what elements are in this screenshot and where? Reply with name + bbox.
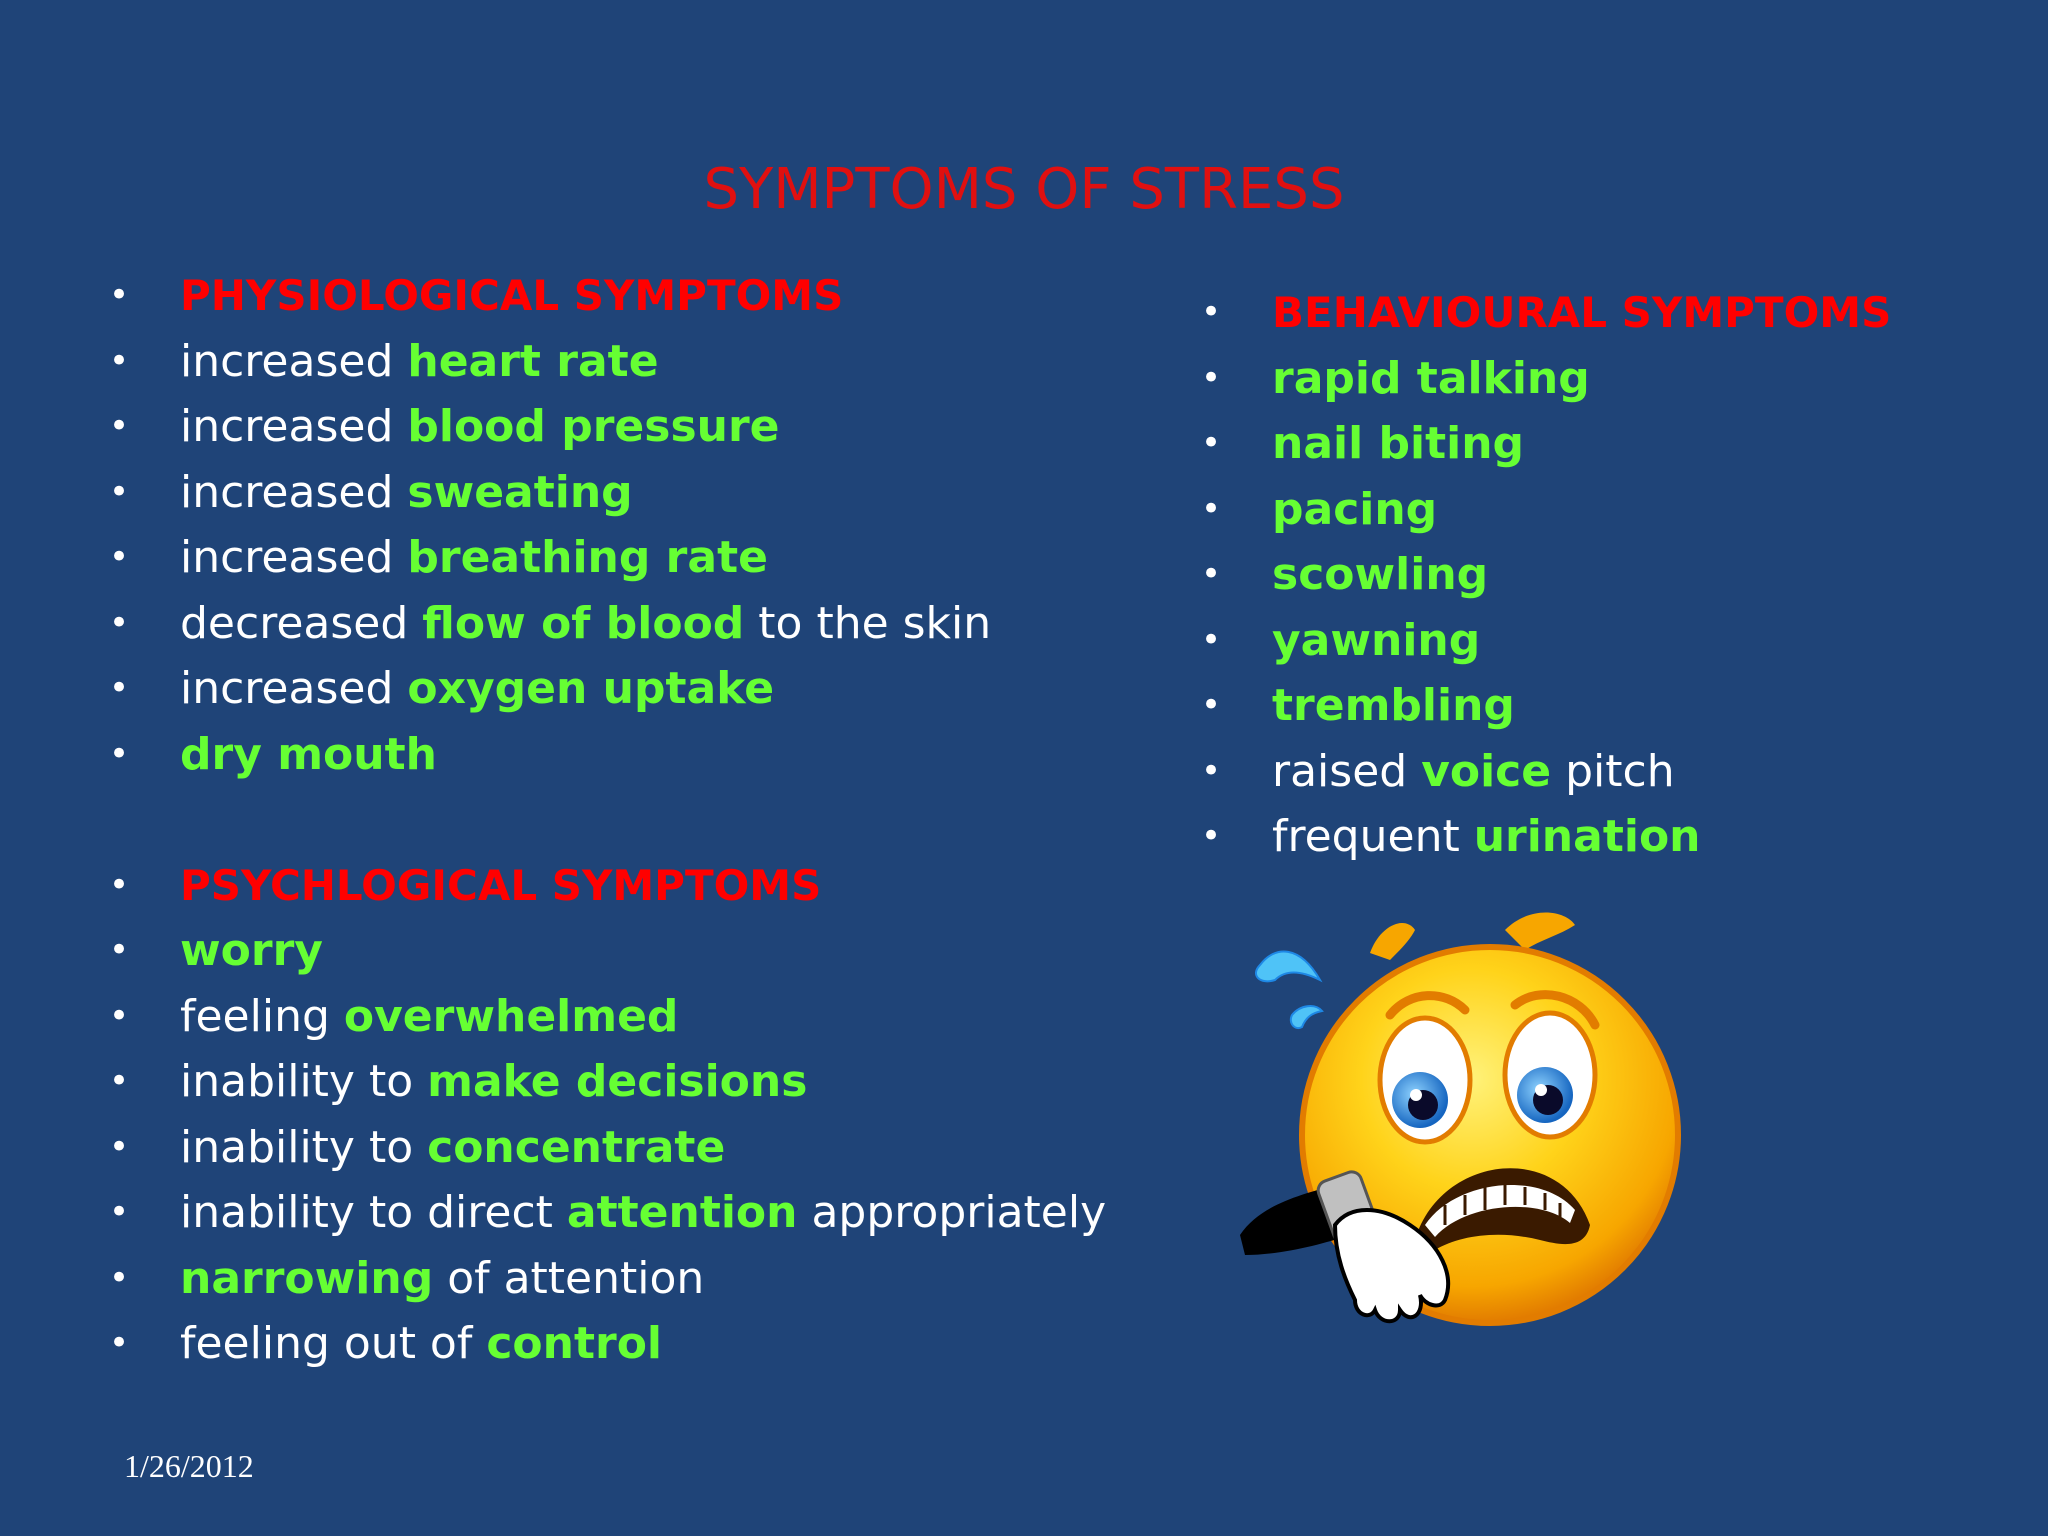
list-item-text [1272, 477, 1437, 543]
bullet-icon: • [1200, 750, 1222, 791]
list-item-text [180, 918, 323, 984]
list-item-text [180, 1311, 662, 1377]
item-keyword: pacing [1272, 483, 1438, 535]
bullet-icon: • [108, 930, 130, 970]
slide-title: SYMPTOMS OF STRESS [703, 157, 1345, 222]
item-keyword: breathing rate [407, 532, 768, 583]
bullet-icon: • [108, 1192, 130, 1232]
item-keyword: make decisions [427, 1056, 808, 1107]
item-keyword: yawning [1272, 614, 1481, 666]
list-item-text [180, 722, 437, 788]
section-heading-text: PSYCHLOGICAL SYMPTOMS [180, 860, 822, 910]
bullet-icon: • [108, 340, 130, 381]
item-suffix: appropriately [797, 1187, 1107, 1238]
bullet-icon: • [108, 668, 130, 708]
bullet-icon: • [108, 602, 130, 643]
item-keyword: voice [1421, 745, 1552, 797]
section-heading-text: BEHAVIOURAL SYMPTOMS [1272, 288, 1892, 337]
item-prefix: increased [180, 466, 408, 518]
bullet-icon: • [108, 995, 130, 1036]
item-prefix: increased [180, 532, 408, 583]
item-keyword: rapid talking [1272, 352, 1590, 404]
item-prefix: increased [180, 335, 408, 387]
bullet-icon: • [108, 1126, 130, 1167]
bullet-icon: • [108, 1323, 130, 1363]
slide-date: 1/26/2012 [124, 1448, 254, 1484]
item-prefix: inability to [180, 1056, 428, 1107]
bullet-icon: • [108, 406, 130, 446]
item-prefix: frequent [1272, 811, 1474, 862]
item-keyword: worry [180, 925, 323, 976]
bullet-icon: • [1200, 423, 1222, 463]
list-item-text [1272, 804, 1701, 870]
bullet-icon: • [108, 1257, 130, 1298]
item-keyword: nail biting [1272, 418, 1525, 469]
item-keyword: blood pressure [407, 401, 780, 452]
item-suffix: of attention [433, 1252, 705, 1304]
item-suffix: to the skin [744, 597, 992, 649]
bullet-icon: • [108, 733, 130, 774]
list-item-text [180, 1049, 807, 1115]
list-item-text [1272, 739, 1675, 805]
list-item-text [180, 525, 768, 591]
list-item-text [180, 984, 678, 1050]
item-keyword: flow of blood [422, 597, 745, 649]
list-item-text [180, 329, 659, 395]
item-keyword: overwhelmed [343, 990, 679, 1042]
item-prefix: increased [180, 663, 408, 714]
bullet-icon: • [108, 864, 130, 905]
item-prefix: increased [180, 401, 408, 452]
item-keyword: oxygen uptake [407, 663, 775, 714]
list-item-text [1272, 346, 1590, 412]
item-keyword: attention [566, 1187, 798, 1238]
list-item-text [180, 591, 991, 657]
list-item-text [180, 1180, 1106, 1246]
item-keyword: heart rate [407, 335, 659, 387]
list-item-text [1272, 411, 1524, 477]
stressed-smiley-checking-watch-icon [1240, 905, 1700, 1365]
item-prefix: raised [1272, 745, 1422, 797]
list-item-text [1272, 673, 1515, 739]
bullet-icon: • [108, 275, 130, 315]
list-item-text [180, 1115, 725, 1181]
bullet-icon: • [108, 1061, 130, 1101]
list-item-text [1272, 542, 1488, 608]
item-prefix: feeling [180, 990, 344, 1042]
list-item-text [180, 1246, 704, 1312]
item-prefix: feeling out of [180, 1318, 487, 1369]
item-suffix: pitch [1551, 745, 1675, 797]
item-keyword: narrowing [180, 1252, 434, 1304]
item-prefix: decreased [180, 597, 423, 649]
list-item-text [180, 394, 780, 460]
item-keyword: trembling [1272, 680, 1515, 731]
bullet-icon: • [1200, 816, 1222, 856]
bullet-icon: • [1200, 619, 1222, 660]
item-keyword: dry mouth [180, 728, 437, 780]
item-prefix: inability to direct [180, 1187, 567, 1238]
list-item-text [1272, 608, 1480, 674]
bullet-icon: • [1200, 292, 1222, 332]
bullet-icon: • [1200, 488, 1222, 529]
bullet-icon: • [1200, 685, 1222, 725]
bullet-icon: • [1200, 554, 1222, 594]
section-heading-text: PHYSIOLOGICAL SYMPTOMS [180, 271, 844, 320]
bullet-icon: • [108, 537, 130, 577]
item-prefix: inability to [180, 1121, 428, 1173]
item-keyword: sweating [407, 466, 633, 518]
list-item-text [180, 460, 633, 526]
item-keyword: urination [1473, 811, 1701, 862]
item-keyword: concentrate [427, 1121, 726, 1173]
item-keyword: scowling [1272, 549, 1489, 600]
item-keyword: control [486, 1318, 663, 1369]
bullet-icon: • [108, 471, 130, 512]
bullet-icon: • [1200, 357, 1222, 398]
list-item-text [180, 656, 774, 722]
